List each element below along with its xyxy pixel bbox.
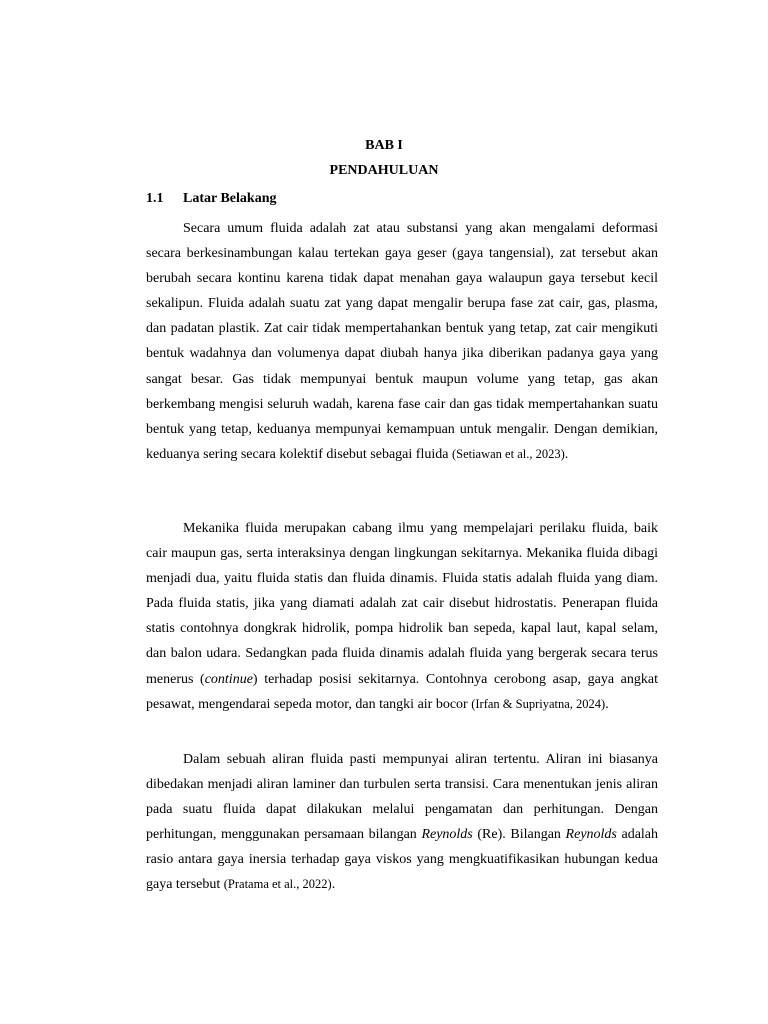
paragraph-3	[146, 747, 658, 898]
italic-term: Reynolds	[565, 827, 617, 843]
paragraph-end: .	[605, 696, 609, 712]
chapter-title: PENDAHULUAN	[329, 163, 439, 178]
citation: (Pratama et al., 2022)	[223, 877, 332, 892]
paragraph-text: adalah rasio antara gaya inersia terhadap gaya viskos yang mengkuatifikasikan hubungan kedua gaya tersebut	[146, 827, 659, 893]
paragraph-2	[146, 516, 658, 717]
italic-term: continue	[204, 671, 253, 687]
italic-term: Reynolds	[421, 827, 473, 843]
paragraph-end: .	[331, 877, 336, 893]
section-title: Latar Belakang	[183, 191, 277, 206]
paragraph-text: Secara umum fluida adalah zat atau substansi yang akan mengalami deformasi secara berkesinambungan kalau tertekan gaya geser (gaya tangensial), zat tersebut akan berubah secara kontinu karena tidak dapat menahan gaya walaupun gaya tersebut kecil sekalipun. Fluida adalah suatu zat yang dapat mengalir berupa fase zat cair, gas, plasma, dan padatan plastik. Zat cair tidak mempertahankan bentuk yang tetap, zat cair mengikuti bentuk wadahnya dan volumenya dapat diubah hanya jika diberikan padanya gaya yang sangat besar. Gas tidak mempunyai bentuk maupun volume yang tetap, gas akan berkembang mengisi seluruh wadah, karena fase cair dan gas tidak mempertahankan suatu bentuk yang tetap, keduanya mempunyai kemampuan untuk mengalir. Dengan demikian, keduanya sering secara kolektif disebut sebagai fluida	[146, 221, 658, 462]
citation: (Irfan & Supriyatna, 2024)	[471, 696, 606, 711]
section-number: 1.1	[146, 191, 164, 206]
section-heading	[146, 191, 276, 207]
paragraph-text: Dalam sebuah aliran fluida pasti mempunyai aliran tertentu. Aliran ini biasanya dibedakan menjadi aliran laminer dan turbulen serta transisi. Cara menentukan jenis aliran pada suatu fluida dapat dilakukan melalui pengamatan dan perhitungan. Dengan perhitungan, menggunakan persamaan bilangan	[146, 752, 658, 843]
paragraph-text: (Re). Bilangan	[472, 827, 566, 843]
paragraph-1	[146, 216, 658, 467]
paragraph-end: .	[564, 446, 569, 462]
chapter-number: BAB I	[365, 138, 403, 153]
paragraph-text: ) terhadap posisi sekitarnya. Contohnya cerobong asap, gaya angkat pesawat, mengendarai sepeda motor, dan tangki air bocor	[146, 671, 658, 712]
paragraph-text: Mekanika fluida merupakan cabang ilmu yang mempelajari perilaku fluida, baik cair maupun gas, serta interaksinya dengan lingkungan sekitarnya. Mekanika fluida dibagi menjadi dua, yaitu fluida statis dan fluida dinamis. Fluida statis adalah fluida yang diam. Pada fluida statis, jika yang diamati adalah zat cair disebut hidrostatis. Penerapan fluida statis contohnya dongkrak hidrolik, pompa hidrolik ban sepeda, kapal laut, kapal selam, dan balon udara. Sedangkan pada fluida dinamis adalah fluida yang bergerak secara terus menerus (	[146, 521, 658, 687]
citation: (Setiawan et al., 2023)	[451, 446, 565, 461]
